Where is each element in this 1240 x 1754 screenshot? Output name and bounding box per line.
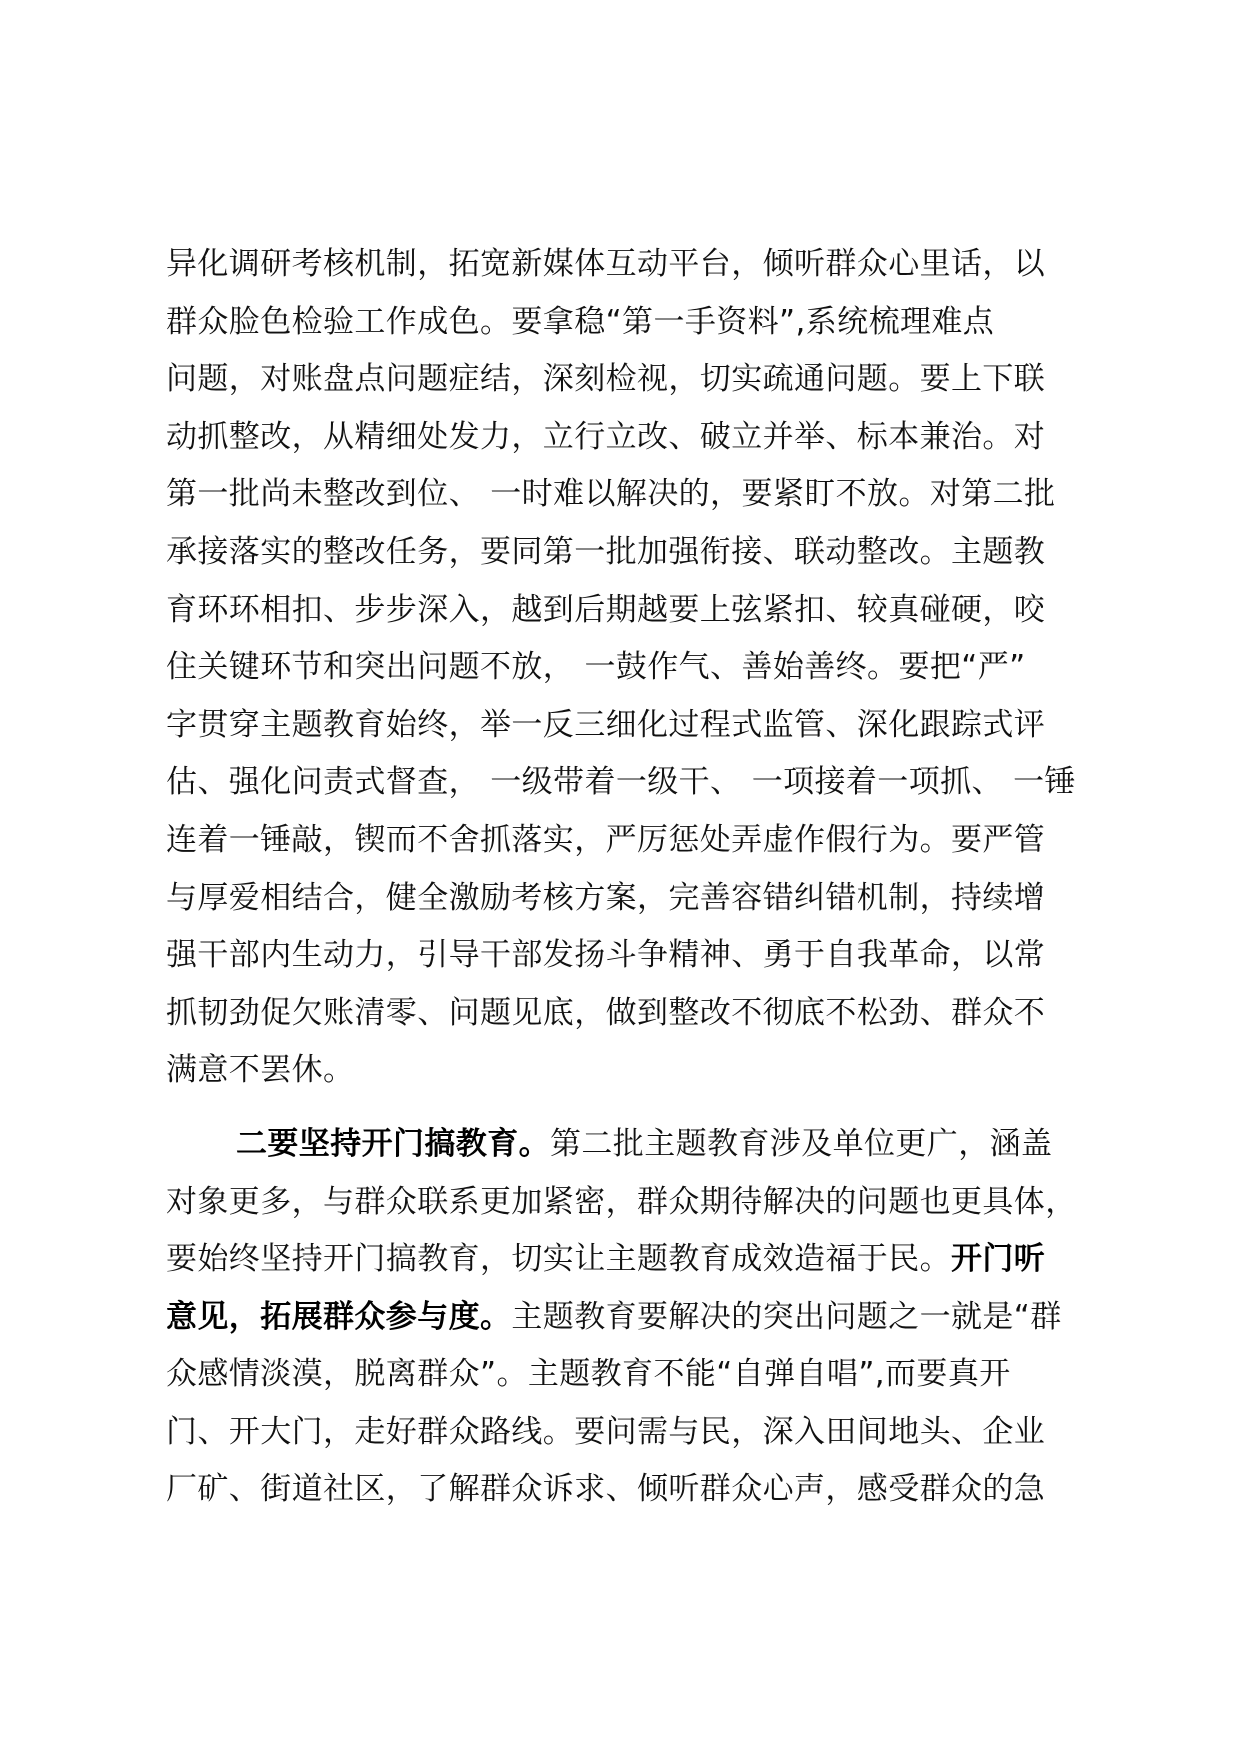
paragraph1-line-11: 连着一锤敲，锲而不舍抓落实，严厉惩处弄虚作假行为。要严管 bbox=[166, 821, 1046, 858]
paragraph1-line-10: 估、强化问责式督查， 一级带着一级干、 一项接着一项抓、 一锤 bbox=[166, 764, 1076, 801]
paragraph1-line-9: 字贯穿主题教育始终，举一反三细化过程式监管、深化跟踪式评 bbox=[166, 706, 1046, 743]
subheading-part-1: 开门听 bbox=[951, 1241, 1046, 1278]
paragraph1-line-2: 群众脸色检验工作成色。要拿稳“第一手资料”,系统梳理难点 bbox=[166, 303, 995, 340]
paragraph1-line-3: 问题，对账盘点问题症结，深刻检视，切实疏通问题。要上下联 bbox=[166, 361, 1046, 398]
paragraph1-line-14: 抓韧劲促欠账清零、问题见底，做到整改不彻底不松劲、群众不 bbox=[166, 994, 1046, 1031]
subheading-part-2: 意见，拓展群众参与度。 bbox=[166, 1298, 512, 1335]
paragraph-spacer bbox=[166, 1100, 1116, 1116]
paragraph1-line-7: 育环环相扣、步步深入，越到后期越要上弦紧扣、较真碰硬，咬 bbox=[166, 591, 1046, 628]
paragraph2-line-3-text: 要始终坚持开门搞教育，切实让主题教育成效造福于民。 bbox=[166, 1241, 951, 1278]
paragraph2-line-1-text: 第二批主题教育涉及单位更广，涵盖 bbox=[550, 1125, 1053, 1162]
paragraph2-line-6: 门、开大门，走好群众路线。要问需与民，深入田间地头、企业 bbox=[166, 1413, 1046, 1450]
paragraph1-line-15: 满意不罢休。 bbox=[166, 1052, 355, 1089]
paragraph1-line-5: 第一批尚未整改到位、 一时难以解决的，要紧盯不放。对第二批 bbox=[166, 476, 1056, 513]
paragraph2-line-2: 对象更多，与群众联系更加紧密，群众期待解决的问题也更具体， bbox=[166, 1183, 1077, 1220]
paragraph1-line-13: 强干部内生动力，引导干部发扬斗争精神、勇于自我革命，以常 bbox=[166, 937, 1046, 974]
section-heading: 二要坚持开门搞教育。 bbox=[236, 1125, 550, 1162]
paragraph1-line-8: 住关键环节和突出问题不放， 一鼓作气、善始善终。要把“严” bbox=[166, 649, 1026, 686]
paragraph2-line-5: 众感情淡漠，脱离群众”。主题教育不能“自弹自唱”,而要真开 bbox=[166, 1356, 1011, 1393]
paragraph2-line-3 bbox=[166, 1231, 1116, 1289]
body-text bbox=[166, 236, 1116, 1519]
paragraph2-line-1 bbox=[166, 1116, 1116, 1174]
paragraph1-line-1: 异化调研考核机制，拓宽新媒体互动平台，倾听群众心里话，以 bbox=[166, 246, 1046, 282]
paragraph2-line-7: 厂矿、街道社区，了解群众诉求、倾听群众心声，感受群众的急 bbox=[166, 1471, 1046, 1508]
paragraph2-line-4 bbox=[166, 1289, 1116, 1347]
paragraph1-line-4: 动抓整改，从精细处发力，立行立改、破立并举、标本兼治。对 bbox=[166, 418, 1046, 455]
paragraph1-line-12: 与厚爱相结合，健全激励考核方案，完善容错纠错机制，持续增 bbox=[166, 879, 1046, 916]
paragraph2-line-4-text: 主题教育要解决的突出问题之一就是“群 bbox=[511, 1298, 1062, 1335]
paragraph1-line-6: 承接落实的整改任务，要同第一批加强衔接、联动整改。主题教 bbox=[166, 533, 1046, 570]
